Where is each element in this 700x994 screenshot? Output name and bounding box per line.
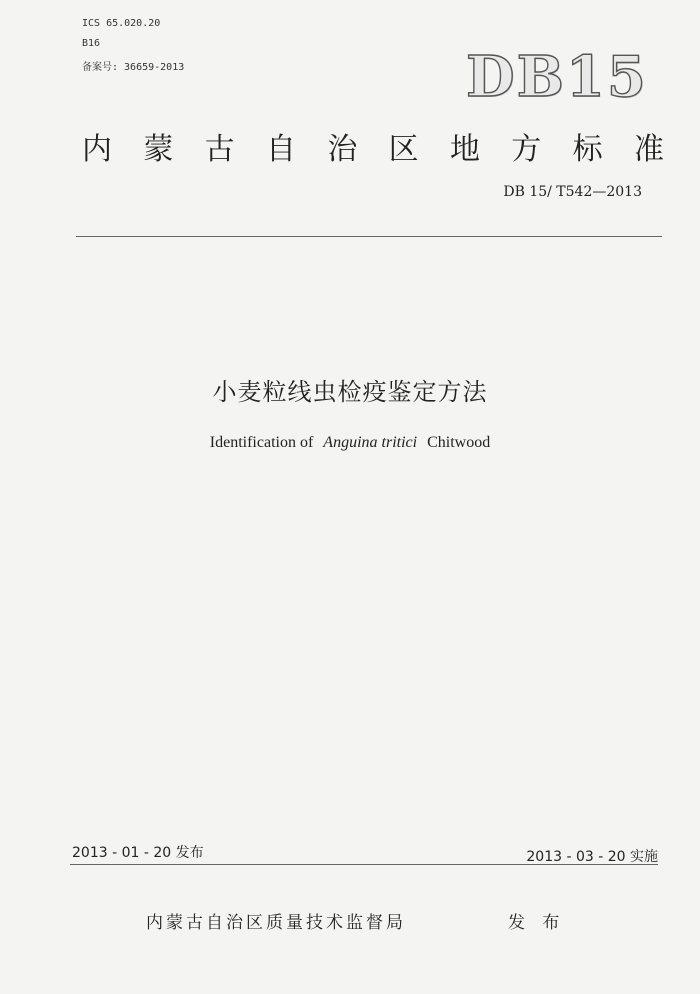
bottom-divider bbox=[70, 864, 658, 865]
standard-title-char: 地 bbox=[449, 132, 480, 167]
record-number: 备案号: 36659-2013 bbox=[82, 62, 185, 73]
standard-title-char: 区 bbox=[388, 132, 419, 167]
document-subtitle bbox=[0, 434, 700, 452]
standard-title-char: 蒙 bbox=[143, 132, 174, 167]
standard-title-char: 自 bbox=[265, 132, 296, 167]
standard-title-char: 治 bbox=[327, 132, 358, 167]
issuing-authority: 内蒙古自治区质量技术监督局 bbox=[146, 913, 406, 933]
subtitle-species: Anguina tritici bbox=[323, 434, 418, 451]
subtitle-author: Chitwood bbox=[427, 434, 491, 451]
ics-code: ICS 65.020.20 bbox=[82, 18, 161, 29]
standard-title-char: 古 bbox=[204, 132, 235, 167]
standard-title-char: 准 bbox=[633, 132, 664, 167]
standard-category-title bbox=[82, 124, 664, 168]
db15-logo: DB15 bbox=[466, 44, 648, 110]
issue-label: 发 布 bbox=[508, 913, 566, 933]
standard-number: DB 15/ T542—2013 bbox=[503, 184, 642, 200]
classification-code: B16 bbox=[82, 38, 101, 49]
document-title: 小麦粒线虫检疫鉴定方法 bbox=[212, 378, 488, 406]
top-divider bbox=[76, 236, 662, 237]
subtitle-prefix: Identification of bbox=[209, 434, 314, 451]
standard-title-char: 内 bbox=[82, 132, 112, 167]
standard-title-char: 方 bbox=[511, 132, 542, 167]
publish-date: 2013 - 01 - 20 发布 bbox=[72, 845, 204, 861]
standard-title-char: 标 bbox=[572, 132, 603, 167]
implement-date: 2013 - 03 - 20 实施 bbox=[526, 849, 658, 865]
